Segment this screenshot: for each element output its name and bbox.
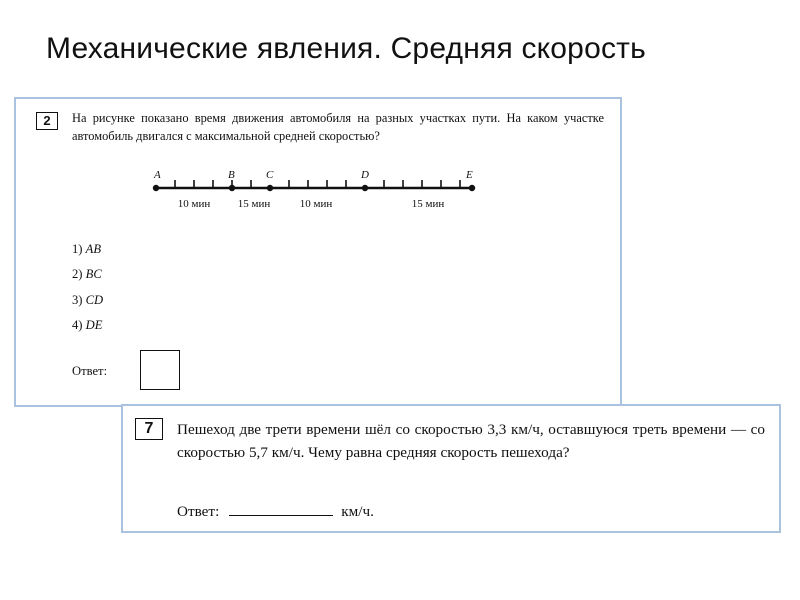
answer-label: Ответ: [177,503,220,520]
time-label-de: 15 мин [411,198,445,210]
question-text: На рисунке показано время движения автомобиля на разных участках пути. На каком участке автомобиль двигался с максимальной средней скоростью? [72,111,604,143]
option-1: 1) AB [72,242,102,256]
question-number: 7 [135,418,163,440]
slide-title: Механические явления. Средняя скорость [46,32,646,65]
answer-blank[interactable] [229,501,333,516]
option-4: 4) DE [72,318,103,332]
point-a [153,185,159,191]
question-number: 2 [36,112,58,130]
point-label-a: A [154,169,161,181]
answer-unit: км/ч. [341,503,374,520]
answer-box[interactable] [140,350,180,390]
time-label-cd: 10 мин [299,198,333,210]
point-d [362,185,368,191]
answer-line [177,501,374,521]
point-label-c: C [266,169,274,181]
time-label-bc: 15 мин [237,198,271,210]
segment-diagram [146,169,486,233]
point-c [267,185,273,191]
point-label-b: B [228,169,235,181]
answer-label: Ответ: [72,364,108,378]
point-label-d: D [361,169,369,181]
point-label-e: E [466,169,473,181]
point-e [469,185,475,191]
option-3: 3) CD [72,293,104,307]
question-7-card [121,404,781,533]
time-label-ab: 10 мин [177,198,211,210]
point-b [229,185,235,191]
question-text: Пешеход две трети времени шёл со скоростью 3,3 км/ч, оставшуюся треть времени — со скоростью 5,7 км/ч. Чему равна средняя скорость пешехода? [177,421,765,461]
question-2-card [14,97,622,407]
option-2: 2) BC [72,267,102,281]
